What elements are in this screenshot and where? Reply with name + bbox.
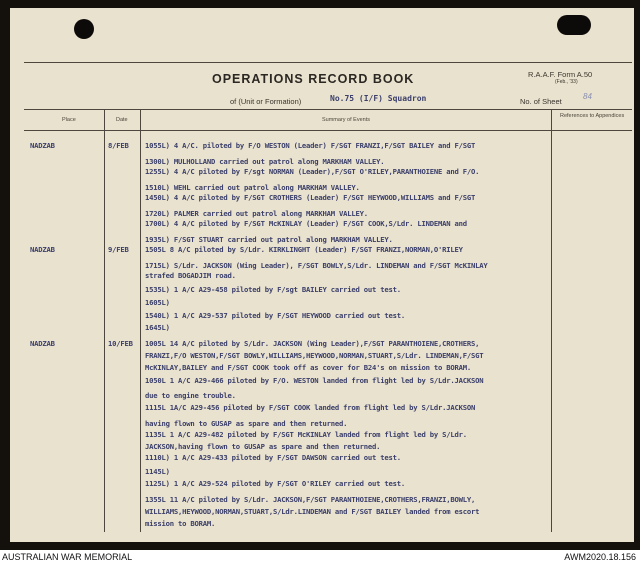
entry-place: NADZAB bbox=[30, 339, 55, 348]
entry-summary-line: 1935L) F/SGT STUART carried out patrol along MARKHAM VALLEY. bbox=[145, 235, 393, 244]
entry-summary-line: mission to BORAM. bbox=[145, 519, 216, 528]
entry-place: NADZAB bbox=[30, 141, 55, 150]
entry-summary-line: 1540L) 1 A/C A29-537 piloted by F/SGT HEYWOOD carried out test. bbox=[145, 311, 406, 320]
entry-summary-line: 1255L) 4 A/C piloted by F/sgt NORMAN (Leader),F/SGT O'RILEY,PARANTHOIENE and F/O. bbox=[145, 167, 480, 176]
punch-hole-left bbox=[74, 19, 94, 39]
place-column-rule bbox=[104, 109, 105, 532]
footer-credit: AUSTRALIAN WAR MEMORIAL bbox=[2, 552, 133, 562]
entry-summary-line: strafed BOGADJIM road. bbox=[145, 271, 236, 280]
punch-hole-right bbox=[557, 15, 591, 35]
entry-summary-line: 1535L) 1 A/C A29-458 piloted by F/sgt BAILEY carried out test. bbox=[145, 285, 401, 294]
entry-summary-line: 1450L) 4 A/C piloted by F/SGT CROTHERS (Leader) F/SGT HEYWOOD,WILLIAMS and F/SGT bbox=[145, 193, 476, 202]
entry-summary-line: 1300L) MULHOLLAND carried out patrol along MARKHAM VALLEY. bbox=[145, 157, 385, 166]
entry-date: 10/FEB bbox=[108, 339, 133, 348]
summary-column-rule bbox=[551, 109, 552, 532]
entry-summary-line: WILLIAMS,HEYWOOD,NORMAN,STUART,S/Ldr.LINDEMAN and F/SGT BAILEY landed from escort bbox=[145, 507, 480, 516]
column-header-summary: Summary of Events bbox=[322, 117, 370, 123]
entry-summary-line: JACKSON,having flown to GUSAP as spare and then returned. bbox=[145, 442, 381, 451]
unit-value: No.75 (I/F) Squadron bbox=[330, 94, 427, 103]
entry-place: NADZAB bbox=[30, 245, 55, 254]
column-header-references: References to Appendices bbox=[560, 113, 625, 119]
entry-summary-line: 1605L) bbox=[145, 298, 170, 307]
top-rule bbox=[24, 62, 632, 63]
entry-date: 9/FEB bbox=[108, 245, 129, 254]
footer-accession: AWM2020.18.156 bbox=[564, 552, 636, 562]
entry-date: 8/FEB bbox=[108, 141, 129, 150]
entry-summary-line: 1645L) bbox=[145, 323, 170, 332]
entry-summary-line: 1510L) WEHL carried out patrol along MARKHAM VALLEY. bbox=[145, 183, 360, 192]
entry-summary-line: 1055L) 4 A/C. piloted by F/O WESTON (Leader) F/SGT FRANZI,F/SGT BAILEY and F/SGT bbox=[145, 141, 476, 150]
entry-summary-line: 1720L) PALMER carried out patrol along MARKHAM VALLEY. bbox=[145, 209, 368, 218]
entry-summary-line: 1050L 1 A/C A29-466 piloted by F/O. WESTON landed from flight led by S/Ldr.JACKSON bbox=[145, 376, 484, 385]
page-title: OPERATIONS RECORD BOOK bbox=[212, 72, 415, 86]
column-header-date: Date bbox=[116, 117, 128, 123]
entry-summary-line: 1505L 8 A/C piloted by S/Ldr. KIRKLINGHT (Leader) F/SGT FRANZI,NORMAN,O'RILEY bbox=[145, 245, 463, 254]
column-header-place: Place bbox=[62, 117, 76, 123]
entry-summary-line: 1005L 14 A/C piloted by S/Ldr. JACKSON (Wing Leader),F/SGT PARANTHOIENE,CROTHERS, bbox=[145, 339, 480, 348]
entry-summary-line: FRANZI,F/O WESTON,F/SGT BOWLY,WILLIAMS,HEYWOOD,NORMAN,STUART,S/Ldr. LINDEMAN,F/SGT bbox=[145, 351, 484, 360]
entry-summary-line: 1110L) 1 A/C A29-433 piloted by F/SGT DAWSON carried out test. bbox=[145, 453, 401, 462]
entry-summary-line: 1135L 1 A/C A29-482 piloted by F/SGT McKINLAY landed from flight led by S/Ldr. bbox=[145, 430, 467, 439]
entry-summary-line: 1715L) S/Ldr. JACKSON (Wing Leader), F/SGT BOWLY,S/Ldr. LINDEMAN and F/SGT McKINLAY bbox=[145, 261, 488, 270]
sheet-number-label: No. of Sheet bbox=[520, 97, 562, 106]
form-date: (Feb., '33) bbox=[555, 79, 578, 85]
entry-summary-line: due to engine trouble. bbox=[145, 391, 236, 400]
entry-summary-line: 1125L) 1 A/C A29-524 piloted by F/SGT O'RILEY carried out test. bbox=[145, 479, 406, 488]
form-number: R.A.A.F. Form A.50 bbox=[528, 70, 593, 79]
date-column-rule bbox=[140, 109, 141, 532]
entry-summary-line: 1115L 1A/C A29-456 piloted by F/SGT COOK landed from flight led by S/Ldr.JACKSON bbox=[145, 403, 476, 412]
column-header-rule bbox=[24, 130, 632, 131]
header-rule bbox=[24, 109, 632, 110]
sheet-number-value: 84 bbox=[583, 92, 592, 101]
entry-summary-line: 1145L) bbox=[145, 467, 170, 476]
entry-summary-line: McKINLAY,BAILEY and F/SGT COOK took off as cover for B24's on mission to BORAM. bbox=[145, 363, 472, 372]
unit-label: of (Unit or Formation) bbox=[230, 97, 302, 106]
entry-summary-line: 1355L 11 A/C piloted by S/Ldr. JACKSON,F/SGT PARANTHOIENE,CROTHERS,FRANZI,BOWLY, bbox=[145, 495, 476, 504]
entry-summary-line: having flown to GUSAP as spare and then returned. bbox=[145, 419, 348, 428]
entry-summary-line: 1700L) 4 A/C piloted by F/SGT McKINLAY (Leader) F/SGT COOK,S/Ldr. LINDEMAN and bbox=[145, 219, 467, 228]
